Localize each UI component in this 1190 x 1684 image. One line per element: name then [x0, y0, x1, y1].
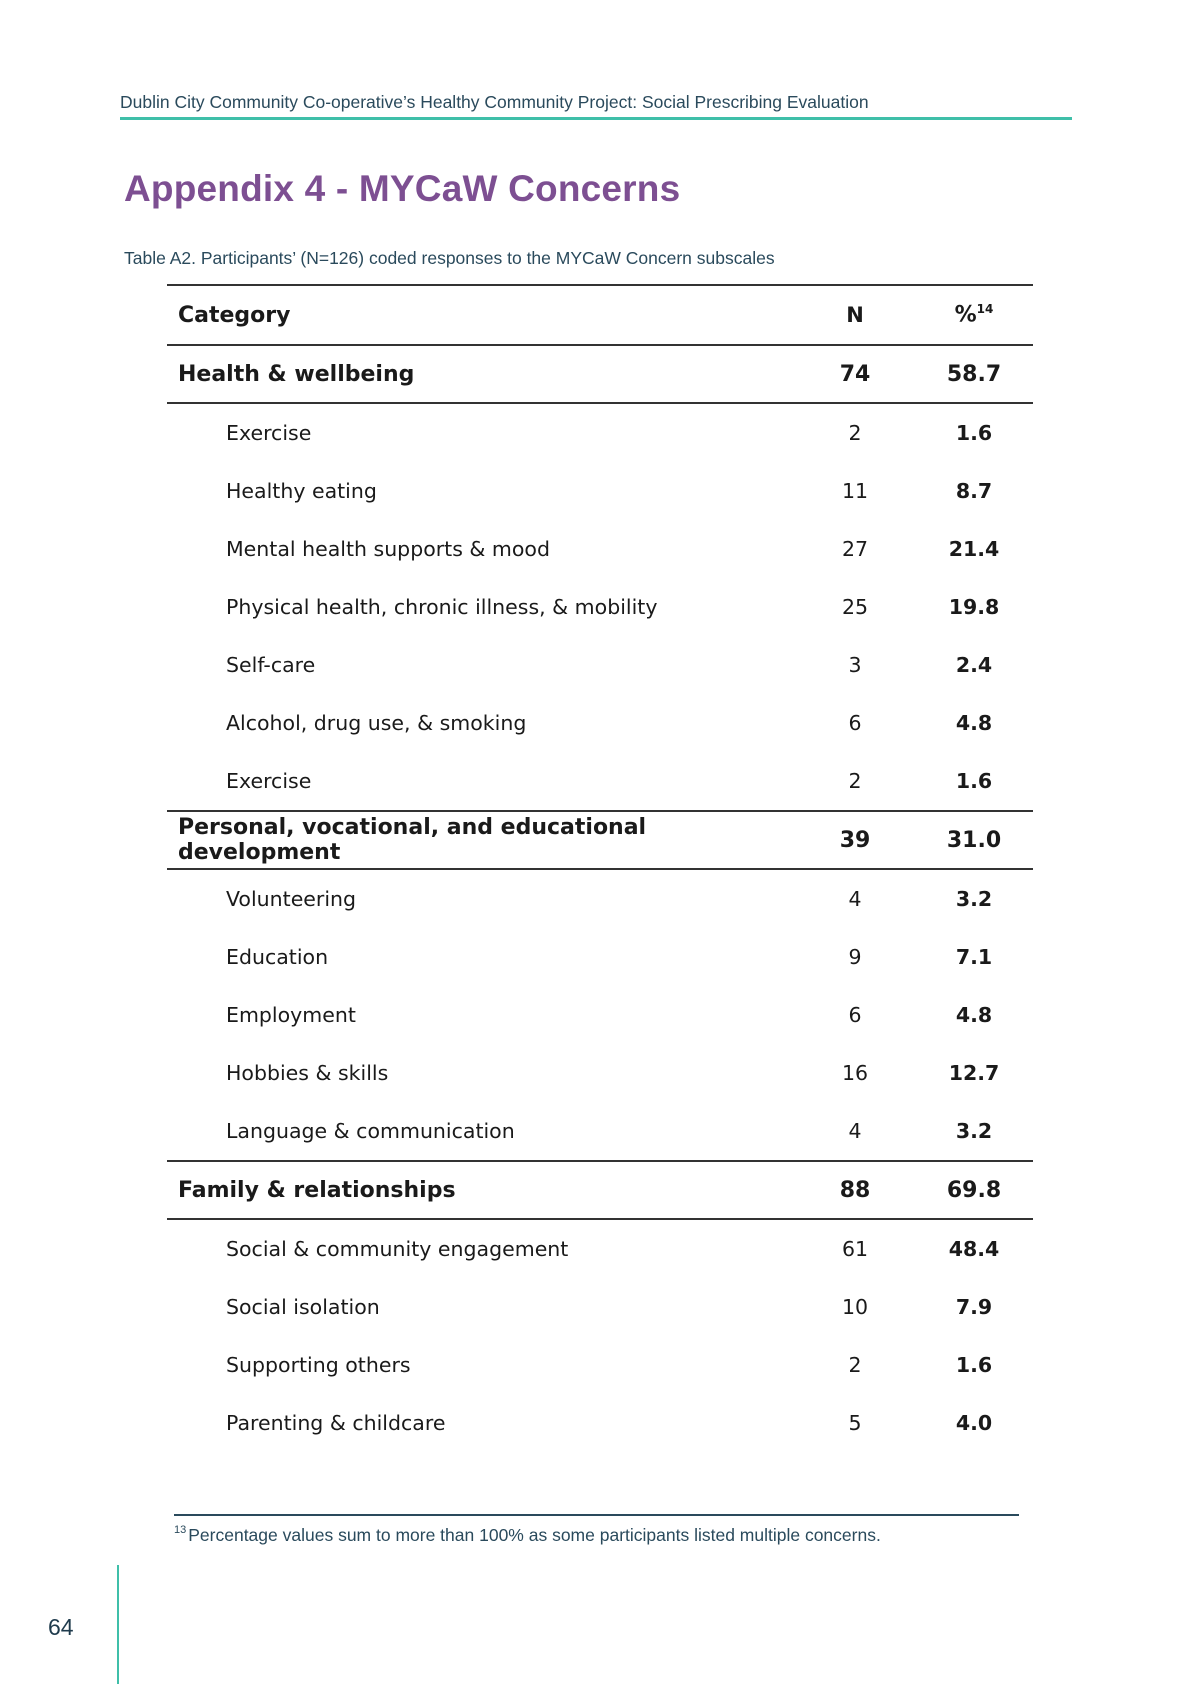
table-group-row — [167, 810, 1033, 870]
row-percent: 19.8 — [948, 595, 1000, 619]
row-label: Healthy eating — [226, 479, 377, 503]
row-label: Physical health, chronic illness, & mobility — [226, 595, 658, 619]
row-n: 61 — [841, 1237, 869, 1261]
page-title: Appendix 4 - MYCaW Concerns — [124, 168, 681, 209]
table-row — [167, 928, 1033, 986]
row-percent: 4.8 — [955, 711, 993, 735]
footnote-text: Percentage values sum to more than 100% as some participants listed multiple concerns. — [188, 1525, 881, 1545]
footnote — [174, 1524, 881, 1546]
row-n: 2 — [848, 769, 862, 793]
group-n: 74 — [839, 361, 871, 387]
table-row — [167, 870, 1033, 928]
row-percent: 48.4 — [948, 1237, 1000, 1261]
row-n: 16 — [841, 1061, 869, 1085]
row-n: 10 — [841, 1295, 869, 1319]
footnote-reference: 14 — [976, 302, 994, 317]
table-row — [167, 1102, 1033, 1160]
column-header-n: N — [846, 303, 864, 327]
row-n: 9 — [848, 945, 862, 969]
concerns-table — [167, 284, 1033, 1452]
row-percent: 3.2 — [955, 1119, 993, 1143]
table-row — [167, 1220, 1033, 1278]
table-header-row — [167, 284, 1033, 344]
table-row — [167, 986, 1033, 1044]
row-percent: 3.2 — [955, 887, 993, 911]
table-row — [167, 1394, 1033, 1452]
row-label: Education — [226, 945, 329, 969]
group-n: 88 — [839, 1177, 871, 1203]
group-percent: 31.0 — [946, 827, 1002, 853]
table-row — [167, 1278, 1033, 1336]
row-percent: 4.8 — [955, 1003, 993, 1027]
table-body — [167, 344, 1033, 1452]
row-n: 4 — [848, 887, 862, 911]
group-percent: 58.7 — [946, 361, 1002, 387]
row-label: Employment — [226, 1003, 356, 1027]
row-label: Mental health supports & mood — [226, 537, 550, 561]
table-caption: Table A2. Participants’ (N=126) coded responses to the MYCaW Concern subscales — [124, 248, 775, 268]
row-label: Supporting others — [226, 1353, 411, 1377]
row-n: 27 — [841, 537, 869, 561]
running-header: Dublin City Community Co-operative’s Healthy Community Project: Social Prescribing Evaluation — [120, 92, 869, 112]
row-label: Self-care — [226, 653, 316, 677]
table-group-row — [167, 344, 1033, 404]
row-percent: 1.6 — [955, 1353, 993, 1377]
row-label: Social & community engagement — [226, 1237, 569, 1261]
row-label: Hobbies & skills — [226, 1061, 389, 1085]
row-n: 6 — [848, 1003, 862, 1027]
footnote-rule — [174, 1514, 1019, 1516]
row-percent: 7.1 — [955, 945, 993, 969]
row-n: 5 — [848, 1411, 862, 1435]
row-percent: 7.9 — [955, 1295, 993, 1319]
row-label: Parenting & childcare — [226, 1411, 446, 1435]
table-row — [167, 752, 1033, 810]
page-number: 64 — [48, 1614, 74, 1640]
table-row — [167, 404, 1033, 462]
percent-symbol: % — [954, 302, 977, 328]
row-n: 25 — [841, 595, 869, 619]
row-percent: 12.7 — [948, 1061, 1000, 1085]
table-group-row — [167, 1160, 1033, 1220]
row-label: Volunteering — [226, 887, 357, 911]
header-rule — [120, 117, 1072, 120]
row-n: 11 — [841, 479, 869, 503]
row-label: Exercise — [226, 421, 312, 445]
row-n: 6 — [848, 711, 862, 735]
row-n: 2 — [848, 1353, 862, 1377]
row-percent: 1.6 — [955, 421, 993, 445]
column-header-category: Category — [178, 302, 291, 328]
group-percent: 69.8 — [946, 1177, 1002, 1203]
table-row — [167, 694, 1033, 752]
table-row — [167, 1336, 1033, 1394]
group-n: 39 — [839, 827, 871, 853]
row-label: Language & communication — [226, 1119, 515, 1143]
column-header-percent — [915, 302, 1033, 327]
row-percent: 21.4 — [948, 537, 1000, 561]
row-percent: 4.0 — [955, 1411, 993, 1435]
row-label: Exercise — [226, 769, 312, 793]
table-row — [167, 462, 1033, 520]
footnote-marker: 13 — [174, 1524, 187, 1536]
row-n: 3 — [848, 653, 862, 677]
row-n: 2 — [848, 421, 862, 445]
group-label: Family & relationships — [178, 1177, 456, 1203]
table-row — [167, 1044, 1033, 1102]
row-percent: 8.7 — [955, 479, 993, 503]
side-rule — [117, 1565, 119, 1684]
row-label: Social isolation — [226, 1295, 380, 1319]
table-row — [167, 578, 1033, 636]
row-percent: 1.6 — [955, 769, 993, 793]
group-label: Health & wellbeing — [178, 361, 415, 387]
table-row — [167, 636, 1033, 694]
row-percent: 2.4 — [955, 653, 993, 677]
row-n: 4 — [848, 1119, 862, 1143]
group-label: Personal, vocational, and educational development — [178, 815, 647, 865]
row-label: Alcohol, drug use, & smoking — [226, 711, 527, 735]
table-row — [167, 520, 1033, 578]
